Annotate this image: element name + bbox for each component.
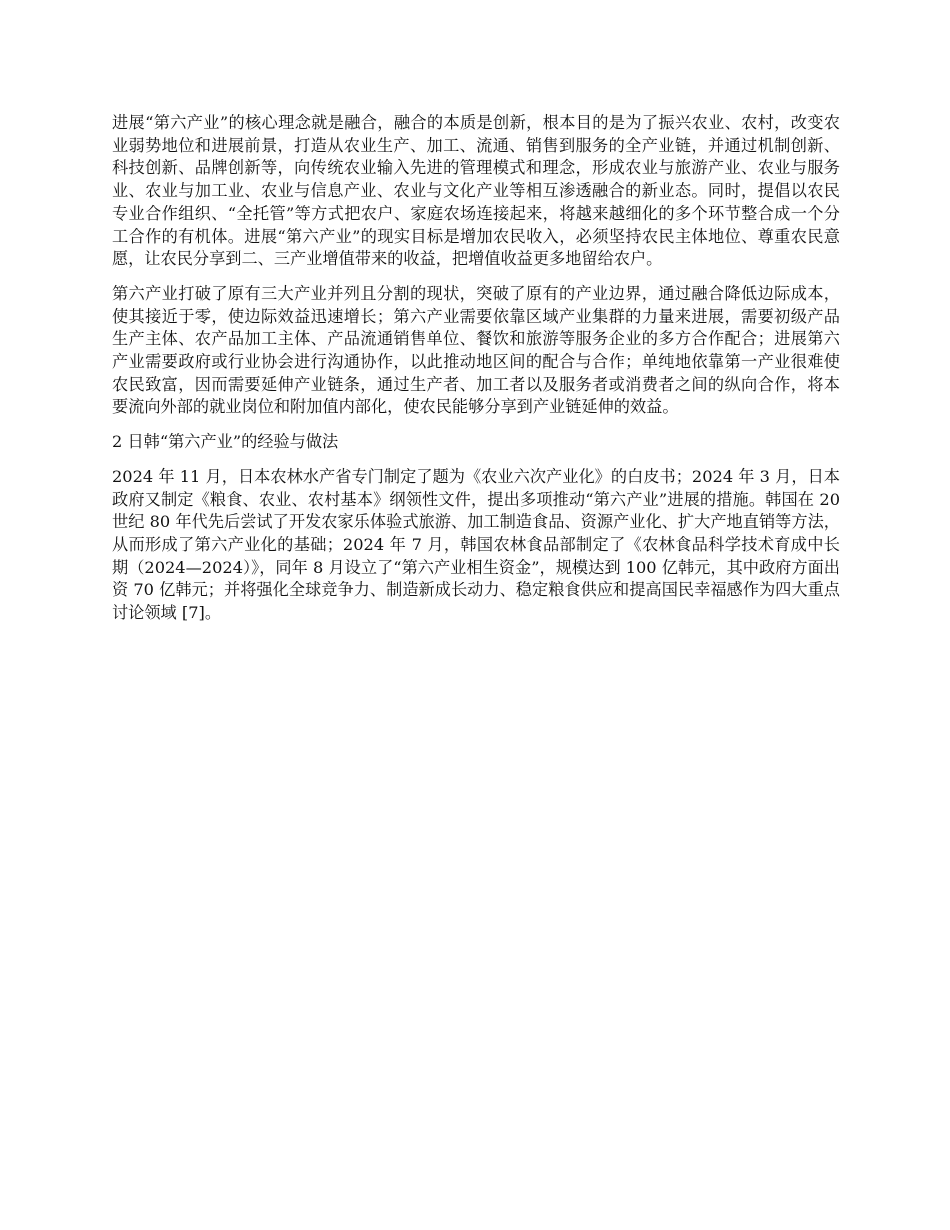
body-paragraph-2: 第六产业打破了原有三大产业并列且分割的现状，突破了原有的产业边界，通过融合降低边际成本，使其接近于零，使边际效益迅速增长；第六产业需要依靠区域产业集群的力量来进展，需要初级产品生产主体、农产品加工主体、产品流通销售单位、餐饮和旅游等服务企业的多方合作配合；进展第六产业需要政府或行业协会进行沟通协作，以此推动地区间的配合与合作；单纯地依靠第一产业很难使农民致富，因而需要延伸产业链条，通过生产者、加工者以及服务者或消费者之间的纵向合作，将本要流向外部的就业岗位和附加值内部化，使农民能够分享到产业链延伸的效益。 [112,283,840,417]
document-body [112,112,840,637]
body-paragraph-1: 进展“第六产业”的核心理念就是融合，融合的本质是创新，根本目的是为了振兴农业、农村，改变农业弱势地位和进展前景，打造从农业生产、加工、流通、销售到服务的全产业链，并通过机制创新、科技创新、品牌创新等，向传统农业输入先进的管理模式和理念，形成农业与旅游产业、农业与服务业、农业与加工业、农业与信息产业、农业与文化产业等相互渗透融合的新业态。同时，提倡以农民专业合作组织、“全托管”等方式把农户、家庭农场连接起来，将越来越细化的多个环节整合成一个分工合作的有机体。进展“第六产业”的现实目标是增加农民收入，必须坚持农民主体地位、尊重农民意愿，让农民分享到二、三产业增值带来的收益，把增值收益更多地留给农户。 [112,113,840,269]
body-paragraph-3: 2024 年 11 月，日本农林水产省专门制定了题为《农业六次产业化》的白皮书；2024 年 3 月，日本政府又制定《粮食、农业、农村基本》纲领性文件，提出多项推动“第六产业”进展的措施。韩国在 20 世纪 80 年代先后尝试了开发农家乐体验式旅游、加工制造食品、资源产业化、扩大产地直销等方法，从而形成了第六产业化的基础；2024 年 7 月，韩国农林食品部制定了《农林食品科学技术育成中长期（2024—2024）》，同年 8 月设立了“第六产业相生资金”，规模达到 100 亿韩元，其中政府方面出资 70 亿韩元；并将强化全球竞争力、制造新成长动力、稳定粮食供应和提高国民幸福感作为四大重点讨论领域 [7]。 [112,466,840,623]
section-heading: 2 日韩“第六产业”的经验与做法 [112,432,339,452]
